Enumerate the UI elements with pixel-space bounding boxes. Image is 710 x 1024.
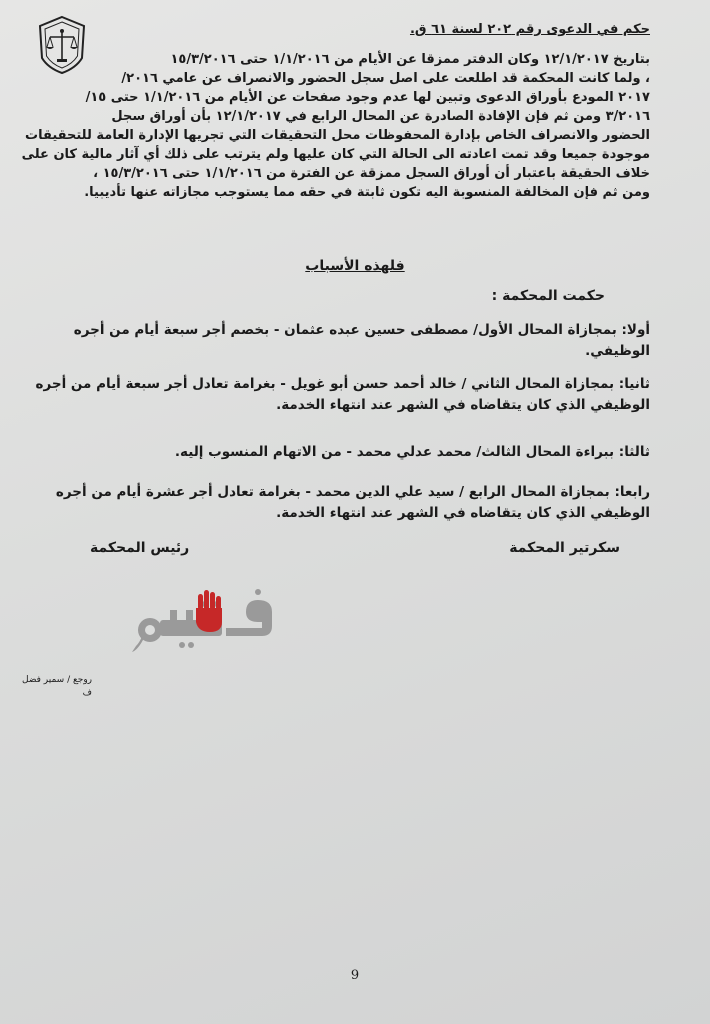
- body-line: بتاريخ ١٢/١/٢٠١٧ وكان الدفتر ممزقا عن الأيام من ١/١/٢٠١٦ حتى ١٥/٣/٢٠١٦: [170, 52, 650, 67]
- judgment-body: [21, 50, 650, 202]
- ruling-item-third: [50, 442, 650, 463]
- case-reference-header: حكم في الدعوى رقم ٢٠٢ لسنة ٦١ ق.: [409, 22, 650, 37]
- ruling-line: الوظيفي الذي كان يتقاضاه في الشهر عند انتهاء الخدمة.: [276, 397, 650, 413]
- section-heading: فلهذه الأسباب: [305, 258, 405, 274]
- body-line: ومن ثم فإن المخالفة المنسوبة اليه تكون ثابتة في حقه مما يستوجب مجازاته عنها تأديبيا.: [84, 185, 650, 200]
- body-line: ٢٠١٧ المودع بأوراق الدعوى وتبين لها عدم وجود صفحات عن الأيام من ١/١/٢٠١٦ حتى ١٥/: [85, 90, 650, 105]
- court-president-signature: رئيس المحكمة: [90, 540, 190, 556]
- body-line: موجودة جميعا وقد تمت اعادته الى الحالة التي كان عليها ولم يترتب على ذلك أي آثار مالية كان على: [21, 147, 650, 162]
- ruling-intro: حكمت المحكمة :: [491, 288, 605, 304]
- ruling-line: الوظيفي.: [585, 343, 650, 359]
- watermark-text: فيتو: [104, 573, 130, 592]
- typist-note-line: روجع / سمير فضل: [22, 675, 93, 685]
- ruling-line: ثالثا: ببراءة المحال الثالث/ محمد عدلي محمد - من الاتهام المنسوب إليه.: [174, 444, 650, 460]
- typist-note: [22, 674, 92, 700]
- page-number: 9: [350, 968, 360, 983]
- body-line: الحضور والانصراف الخاص بإدارة المحفوظات محل التحقيقات التي تجريها الإدارة العامة للتحقيقات: [25, 128, 650, 143]
- ruling-line: أولا: بمجازاة المحال الأول/ مصطفى حسين عبده عثمان - بخصم أجر سبعة أيام من أجره: [73, 322, 650, 338]
- body-line: ، ولما كانت المحكمة قد اطلعت على اصل سجل الحضور والانصراف عن عامي ٢٠١٦/: [121, 71, 650, 86]
- ruling-line: رابعا: بمجازاة المحال الرابع / سيد علي الدين محمد - بغرامة تعادل أجر عشرة أيام من أجره: [55, 484, 650, 500]
- body-line: ٣/٢٠١٦ ومن ثم فإن الإفادة الصادرة عن المحال الرابع في ١٢/١/٢٠١٧ بأن أوراق سجل: [111, 109, 650, 124]
- ruling-item-second: [35, 374, 650, 416]
- body-line: خلاف الحقيقة باعتبار أن أوراق السجل ممزقة عن الفترة من ١/١/٢٠١٦ حتى ١٥/٣/٢٠١٦ ،: [93, 166, 650, 181]
- ruling-item-first: [50, 320, 650, 362]
- ruling-item-fourth: [50, 482, 650, 524]
- ruling-line: الوظيفي الذي كان يتقاضاه في الشهر عند انتهاء الخدمة.: [276, 505, 650, 521]
- veto-watermark-logo: [104, 573, 275, 658]
- typist-note-line: ف: [82, 688, 93, 698]
- court-secretary-signature: سكرتير المحكمة: [509, 540, 620, 556]
- ruling-line: ثانيا: بمجازاة المحال الثاني / خالد أحمد حسن أبو غويل - بغرامة تعادل أجر سبعة أيام من أجره: [35, 376, 650, 392]
